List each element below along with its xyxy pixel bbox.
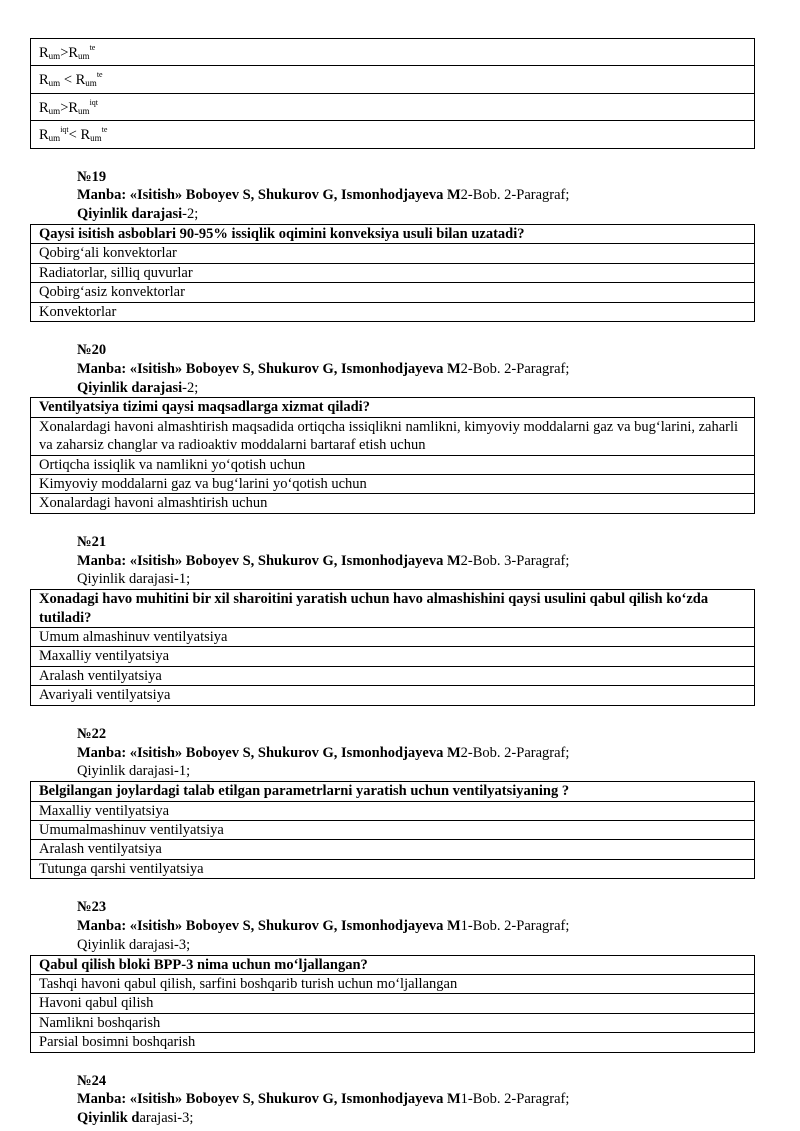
answer-option: Qobirg‘ali konvektorlar bbox=[31, 244, 755, 263]
answer-option: Aralash ventilyatsiya bbox=[31, 840, 755, 859]
question-source bbox=[77, 917, 755, 936]
source-label: Manba: «Isitish» Boboyev S, Shukurov G, Ismonhodjayeva M bbox=[77, 552, 461, 569]
source-chapter: 2-Bob. 2-Paragraf; bbox=[460, 744, 570, 761]
formula-cell bbox=[31, 121, 755, 148]
answer-option: Umum almashinuv ventilyatsiya bbox=[31, 628, 755, 647]
question-text: Ventilyatsiya tizimi qaysi maqsadlarga xizmat qiladi? bbox=[31, 398, 755, 417]
formula-superscript: iqt bbox=[89, 97, 99, 107]
formula-symbol: R bbox=[39, 72, 49, 89]
answer-row bbox=[31, 1033, 755, 1052]
answer-row bbox=[31, 39, 755, 66]
answer-row bbox=[31, 455, 755, 474]
question-difficulty bbox=[77, 1109, 755, 1128]
question-source bbox=[77, 186, 755, 205]
answer-option: Ortiqcha issiqlik va namlikni yo‘qotish uchun bbox=[31, 455, 755, 474]
question-row bbox=[31, 225, 755, 244]
answer-option: Maxalliy ventilyatsiya bbox=[31, 647, 755, 666]
source-chapter: 1-Bob. 2-Paragraf; bbox=[460, 917, 570, 934]
document-page bbox=[30, 38, 755, 1128]
source-label: Manba: «Isitish» Boboyev S, Shukurov G, Ismonhodjayeva M bbox=[77, 360, 461, 377]
source-chapter: 2-Bob. 2-Paragraf; bbox=[460, 187, 570, 204]
question-source bbox=[77, 744, 755, 763]
question-number: №23 bbox=[77, 899, 107, 916]
question-difficulty bbox=[77, 762, 755, 781]
question-difficulty bbox=[77, 205, 755, 224]
answer-option: Radiatorlar, silliq quvurlar bbox=[31, 263, 755, 282]
answer-row bbox=[31, 417, 755, 455]
formula-subscript: um bbox=[90, 133, 102, 144]
formula-symbol: R bbox=[75, 72, 86, 89]
formula-subscript: um bbox=[85, 78, 97, 89]
question-row bbox=[31, 590, 755, 628]
formula-subscript: um bbox=[48, 105, 61, 116]
difficulty-value: Qiyinlik darajasi-1; bbox=[77, 763, 191, 780]
answer-row bbox=[31, 974, 755, 993]
formula-symbol: R bbox=[39, 127, 49, 144]
question-text: Xonadagi havo muhitini bir xil sharoitini yaratish uchun havo almashishini qaysi usulini qabul qilish ko‘zda tutiladi? bbox=[31, 590, 755, 628]
question-difficulty bbox=[77, 936, 755, 955]
question-source bbox=[77, 1090, 755, 1109]
difficulty-label: Qiyinlik darajasi bbox=[77, 379, 183, 396]
formula-operator: > bbox=[60, 99, 69, 116]
answer-option: Xonalardagi havoni almashtirish maqsadida ortiqcha issiqlikni namlikni, kimyoviy moddalarni gaz va bug‘larini, zaharli va zaharsiz changlar va radioaktiv moddalarni bartaraf etish uchun bbox=[31, 417, 755, 455]
answer-option: Umumalmashinuv ventilyatsiya bbox=[31, 820, 755, 839]
formula-symbol: R bbox=[80, 127, 91, 144]
answer-option: Tutunga qarshi ventilyatsiya bbox=[31, 859, 755, 878]
formula-operator: > bbox=[60, 45, 69, 61]
formula-superscript: te bbox=[101, 125, 108, 135]
answer-row bbox=[31, 686, 755, 705]
answer-row bbox=[31, 859, 755, 878]
difficulty-value: -2; bbox=[182, 379, 199, 396]
formula-operator: < bbox=[68, 127, 81, 144]
question-source bbox=[77, 360, 755, 379]
answer-row bbox=[31, 647, 755, 666]
difficulty-value: Qiyinlik darajasi-3; bbox=[77, 936, 191, 953]
difficulty-value: Qiyinlik darajasi-1; bbox=[77, 571, 191, 588]
question-text: Belgilangan joylardagi talab etilgan parametrlarni yaratish uchun ventilyatsiyaning ? bbox=[31, 782, 755, 801]
source-label: Manba: «Isitish» Boboyev S, Shukurov G, Ismonhodjayeva M bbox=[77, 744, 461, 761]
formula-symbol: R bbox=[39, 45, 49, 61]
formula-subscript: um bbox=[78, 51, 90, 61]
formula-symbol: R bbox=[68, 45, 79, 61]
difficulty-value: arajasi-3; bbox=[139, 1110, 194, 1127]
formula-operator: < bbox=[60, 72, 76, 89]
answer-row bbox=[31, 121, 755, 148]
answer-row bbox=[31, 840, 755, 859]
answer-row bbox=[31, 801, 755, 820]
question-source bbox=[77, 552, 755, 571]
answer-option: Maxalliy ventilyatsiya bbox=[31, 801, 755, 820]
answer-row bbox=[31, 994, 755, 1013]
answer-row bbox=[31, 244, 755, 263]
question-table bbox=[30, 955, 755, 1053]
answer-row bbox=[31, 283, 755, 302]
answer-option: Xonalardagi havoni almashtirish uchun bbox=[31, 494, 755, 513]
question-row bbox=[31, 955, 755, 974]
question-number: №20 bbox=[77, 342, 107, 359]
answer-row bbox=[31, 1013, 755, 1032]
formula-cell bbox=[31, 93, 755, 120]
formula-symbol: R bbox=[39, 99, 49, 116]
question-table bbox=[30, 589, 755, 705]
answer-row bbox=[31, 820, 755, 839]
answer-option: Konvektorlar bbox=[31, 302, 755, 321]
answer-option: Namlikni boshqarish bbox=[31, 1013, 755, 1032]
formula-subscript: um bbox=[78, 105, 90, 116]
answer-row bbox=[31, 494, 755, 513]
question-number: №22 bbox=[77, 725, 107, 742]
answer-row bbox=[31, 302, 755, 321]
difficulty-label: Qiyinlik d bbox=[77, 1110, 140, 1127]
formula-cell bbox=[31, 66, 755, 93]
difficulty-label: Qiyinlik darajasi bbox=[77, 206, 183, 223]
question-difficulty bbox=[77, 379, 755, 398]
answer-option: Qobirg‘asiz konvektorlar bbox=[31, 283, 755, 302]
formula-subscript: um bbox=[48, 51, 61, 61]
answer-option: Havoni qabul qilish bbox=[31, 994, 755, 1013]
answer-row bbox=[31, 263, 755, 282]
question-difficulty bbox=[77, 570, 755, 589]
answer-option: Avariyali ventilyatsiya bbox=[31, 686, 755, 705]
difficulty-value: -2; bbox=[182, 206, 199, 223]
source-chapter: 2-Bob. 3-Paragraf; bbox=[460, 552, 570, 569]
question-table bbox=[30, 781, 755, 879]
formula-cell bbox=[31, 39, 755, 66]
formula-superscript: te bbox=[96, 70, 103, 80]
answer-row bbox=[31, 666, 755, 685]
answer-row bbox=[31, 93, 755, 120]
question-text: Qaysi isitish asboblari 90-95% issiqlik oqimini konveksiya usuli bilan uzatadi? bbox=[31, 225, 755, 244]
question-row bbox=[31, 782, 755, 801]
formula-subscript: um bbox=[48, 133, 61, 144]
formula-subscript: um bbox=[48, 78, 61, 89]
answer-option: Kimyoviy moddalarni gaz va bug‘larini yo‘qotish uchun bbox=[31, 475, 755, 494]
answer-row bbox=[31, 66, 755, 93]
question-number: №21 bbox=[77, 533, 107, 550]
question-table bbox=[30, 397, 755, 513]
question-number: №24 bbox=[77, 1072, 107, 1089]
source-label: Manba: «Isitish» Boboyev S, Shukurov G, Ismonhodjayeva M bbox=[77, 1091, 461, 1108]
source-label: Manba: «Isitish» Boboyev S, Shukurov G, Ismonhodjayeva M bbox=[77, 187, 461, 204]
answer-option: Tashqi havoni qabul qilish, sarfini boshqarib turish uchun mo‘ljallangan bbox=[31, 974, 755, 993]
answer-option: Parsial bosimni boshqarish bbox=[31, 1033, 755, 1052]
question-number: №19 bbox=[77, 168, 107, 185]
question-row bbox=[31, 398, 755, 417]
answer-row bbox=[31, 475, 755, 494]
source-chapter: 2-Bob. 2-Paragraf; bbox=[460, 360, 570, 377]
answer-table-top bbox=[30, 38, 755, 149]
formula-symbol: R bbox=[68, 99, 79, 116]
question-table bbox=[30, 224, 755, 322]
formula-superscript: iqt bbox=[60, 125, 69, 135]
formula-superscript: te bbox=[89, 43, 96, 52]
answer-row bbox=[31, 628, 755, 647]
source-label: Manba: «Isitish» Boboyev S, Shukurov G, Ismonhodjayeva M bbox=[77, 917, 461, 934]
source-chapter: 1-Bob. 2-Paragraf; bbox=[460, 1091, 570, 1108]
question-text: Qabul qilish bloki BPP-3 nima uchun mo‘ljallangan? bbox=[31, 955, 755, 974]
answer-option: Aralash ventilyatsiya bbox=[31, 666, 755, 685]
